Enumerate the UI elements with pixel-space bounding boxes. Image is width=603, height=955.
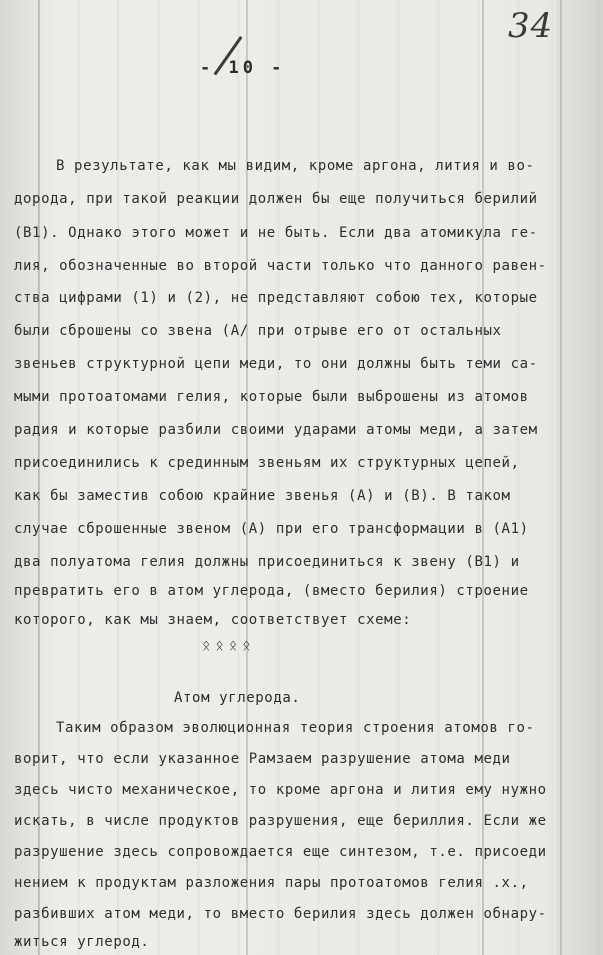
paragraph-line: (B1). Однако этого может и не быть. Если два атомикула ге- xyxy=(14,225,538,241)
paragraph-line: здесь чисто механическое, то кроме аргона и лития ему нужно xyxy=(14,782,547,798)
paragraph-line: разрушение здесь сопровождается еще синтезом, т.е. присоеди xyxy=(14,844,547,860)
paragraph-line: лия, обозначенные во второй части только что данного равен- xyxy=(14,258,547,274)
scan-artifact xyxy=(38,0,40,955)
paragraph-line: Таким образом эволюционная теория строения атомов го- xyxy=(56,720,535,736)
paragraph-line: нением к продуктам разложения пары протоатомов гелия .х., xyxy=(14,875,529,891)
paragraph-line: превратить его в атом углерода, (вместо берилия) строение xyxy=(14,583,529,599)
paragraph-line: ворит, что если указанное Рамзаем разрушение атома меди xyxy=(14,751,511,767)
paragraph-line: радия и которые разбили своими ударами атомы меди, а затем xyxy=(14,422,538,438)
scan-artifact xyxy=(560,0,562,955)
paragraph-line: были сброшены со звена (А/ при отрыве его от остальных xyxy=(14,323,502,339)
carbon-atom-formula: ᛟᛟᛟᛟ xyxy=(202,638,256,654)
paragraph-line: звеньев структурной цепи меди, то они должны быть теми са- xyxy=(14,356,538,372)
paragraph-line: В результате, как мы видим, кроме аргона, лития и во- xyxy=(56,158,535,174)
paragraph-line: как бы заместив собою крайние звенья (А) и (В). В таком xyxy=(14,488,511,504)
paragraph-line: житься углерод. xyxy=(14,934,150,950)
paragraph-line: случае сброшенные звеном (А) при его трансформации в (А1) xyxy=(14,521,529,537)
paragraph-line: которого, как мы знаем, соответствует схеме: xyxy=(14,612,412,628)
carbon-atom-caption: Атом углерода. xyxy=(174,690,301,706)
scan-artifact xyxy=(482,0,484,955)
paragraph-line: разбивших атом меди, то вместо берилия здесь должен обнару- xyxy=(14,906,547,922)
paragraph-line: мыми протоатомами гелия, которые были выброшены из атомов xyxy=(14,389,529,405)
scan-artifact xyxy=(246,0,248,955)
paragraph-line: ства цифрами (1) и (2), не представляют собою тех, которые xyxy=(14,290,538,306)
handwritten-page-number: 34 xyxy=(508,6,554,46)
typed-page-number: - 10 - xyxy=(200,58,286,78)
paragraph-line: два полуатома гелия должны присоединиться к звену (В1) и xyxy=(14,554,520,570)
paragraph-line: присоединились к срединным звеньям их структурных цепей, xyxy=(14,455,520,471)
paragraph-line: дорода, при такой реакции должен бы еще получиться берилий xyxy=(14,191,538,207)
paragraph-line: искать, в числе продуктов разрушения, еще бериллия. Если же xyxy=(14,813,547,829)
